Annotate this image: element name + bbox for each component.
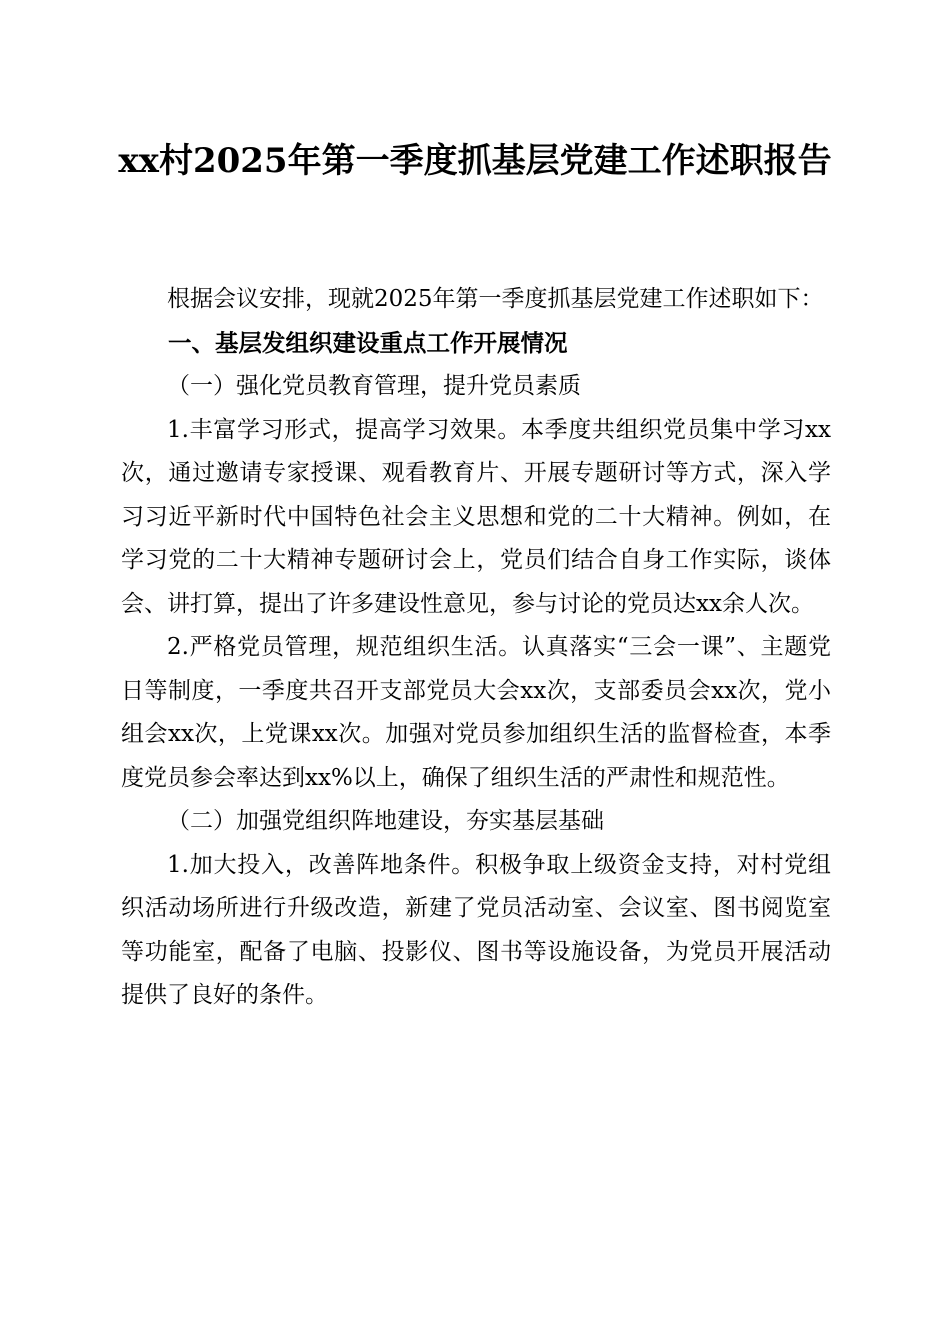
body-paragraph: 1.丰富学习形式，提高学习效果。本季度共组织党员集中学习xx次，通过邀请专家授课、观看教育片、开展专题研讨等方式，深入学习习近平新时代中国特色社会主义思想和党的二十大精神。例如，在学习党的二十大精神专题研讨会上，党员们结合自身工作实际，谈体会、讲打算，提出了许多建设性意见，参与讨论的党员达xx余人次。 bbox=[121, 416, 831, 617]
document-body bbox=[121, 278, 831, 1018]
intro-paragraph: 根据会议安排，现就2025年第一季度抓基层党建工作述职如下： bbox=[167, 286, 824, 312]
document-title: xx村2025年第一季度抓基层党建工作述职报告 bbox=[118, 141, 832, 181]
subsection-heading-1: （一）强化党员教育管理，提升党员素质 bbox=[167, 373, 581, 399]
body-paragraph: 2.严格党员管理，规范组织生活。认真落实“三会一课”、主题党日等制度，一季度共召开支部党员大会xx次，支部委员会xx次，党小组会xx次，上党课xx次。加强对党员参加组织生活的监督检查，本季度党员参会率达到xx%以上，确保了组织生活的严肃性和规范性。 bbox=[121, 634, 831, 791]
section-heading-1: 一、基层发组织建设重点工作开展情况 bbox=[168, 328, 568, 357]
subsection-heading-2: （二）加强党组织阵地建设，夯实基层基础 bbox=[167, 808, 604, 834]
body-paragraph: 1.加大投入，改善阵地条件。积极争取上级资金支持，对村党组织活动场所进行升级改造，新建了党员活动室、会议室、图书阅览室等功能室，配备了电脑、投影仪、图书等设施设备，为党员开展活动提供了良好的条件。 bbox=[121, 851, 831, 1008]
